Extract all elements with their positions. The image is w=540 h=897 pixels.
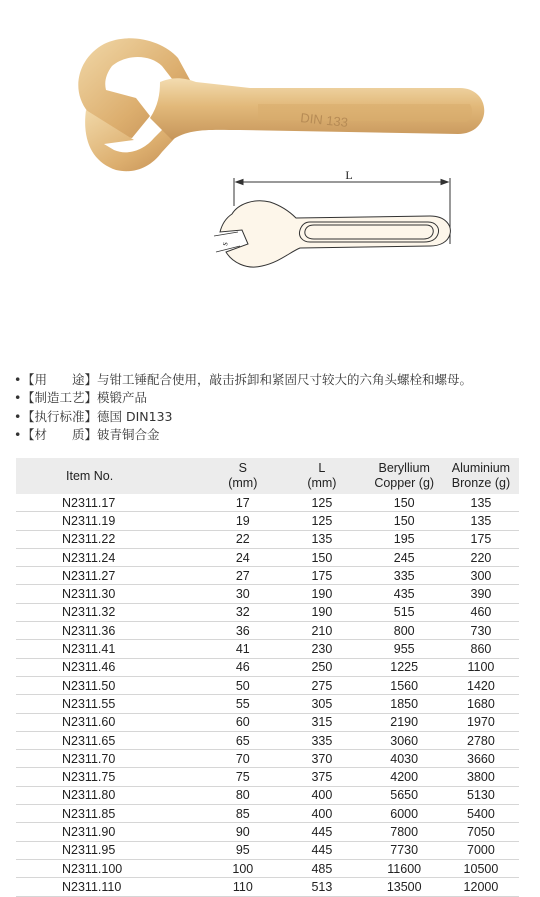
table-cell: N2311.65 [16, 731, 207, 749]
product-illustration [0, 0, 540, 355]
table-cell: 513 [278, 878, 365, 896]
table-cell: N2311.85 [16, 805, 207, 823]
table-cell: 19 [207, 512, 278, 530]
table-cell: 150 [366, 512, 443, 530]
spec-item [14, 426, 472, 444]
spec-key: 【制造工艺】 [22, 390, 98, 406]
table-row [16, 567, 519, 585]
table-row [16, 805, 519, 823]
table-cell: 210 [278, 622, 365, 640]
table-cell: 1560 [366, 676, 443, 694]
table-cell: 46 [207, 658, 278, 676]
table-cell: 305 [278, 695, 365, 713]
table-row [16, 603, 519, 621]
table-cell: N2311.90 [16, 823, 207, 841]
table-cell: 230 [278, 640, 365, 658]
table-cell: N2311.17 [16, 494, 207, 512]
table-cell: 1100 [443, 658, 519, 676]
table-body [16, 494, 519, 896]
table-cell: 1680 [443, 695, 519, 713]
column-header: L (mm) [278, 458, 365, 494]
spec-item [14, 389, 472, 407]
column-header: Beryllium Copper (g) [366, 458, 443, 494]
dimension-label-L: L [345, 168, 353, 182]
table-cell: N2311.60 [16, 713, 207, 731]
table-cell: 110 [207, 878, 278, 896]
table-row [16, 695, 519, 713]
table-cell: 220 [443, 548, 519, 566]
table-cell: 460 [443, 603, 519, 621]
table-row [16, 530, 519, 548]
table-cell: 5400 [443, 805, 519, 823]
table-row [16, 512, 519, 530]
table-cell: 22 [207, 530, 278, 548]
table-cell: N2311.19 [16, 512, 207, 530]
table-cell: 125 [278, 494, 365, 512]
table-cell: 370 [278, 750, 365, 768]
table-cell: 6000 [366, 805, 443, 823]
table-cell: 32 [207, 603, 278, 621]
table-row [16, 841, 519, 859]
table-row [16, 676, 519, 694]
table-cell: 955 [366, 640, 443, 658]
table-cell: 250 [278, 658, 365, 676]
table-cell: N2311.30 [16, 585, 207, 603]
table-cell: 1225 [366, 658, 443, 676]
table-cell: N2311.22 [16, 530, 207, 548]
bullet-icon: • [14, 390, 22, 406]
table-cell: 1850 [366, 695, 443, 713]
table-row [16, 494, 519, 512]
table-cell: 65 [207, 731, 278, 749]
table-cell: 175 [278, 567, 365, 585]
table-cell: 7730 [366, 841, 443, 859]
table-cell: 125 [278, 512, 365, 530]
table-row [16, 658, 519, 676]
table-cell: 485 [278, 859, 365, 877]
table-row [16, 622, 519, 640]
table-row [16, 731, 519, 749]
spec-item [14, 371, 472, 389]
table-cell: N2311.24 [16, 548, 207, 566]
table-cell: 13500 [366, 878, 443, 896]
table-cell: 150 [278, 548, 365, 566]
table-cell: 50 [207, 676, 278, 694]
table-cell: 1970 [443, 713, 519, 731]
table-cell: 12000 [443, 878, 519, 896]
table-cell: 3660 [443, 750, 519, 768]
table-cell: 7000 [443, 841, 519, 859]
technical-drawing [214, 178, 450, 267]
table-row [16, 548, 519, 566]
table-cell: 435 [366, 585, 443, 603]
table-cell: 27 [207, 567, 278, 585]
table-cell: 1420 [443, 676, 519, 694]
table-cell: N2311.110 [16, 878, 207, 896]
table-cell: 300 [443, 567, 519, 585]
spec-list [14, 371, 472, 445]
bullet-icon: • [14, 408, 22, 424]
table-cell: 400 [278, 786, 365, 804]
table-cell: N2311.100 [16, 859, 207, 877]
table-cell: 135 [278, 530, 365, 548]
table-row [16, 878, 519, 896]
table-cell: 7800 [366, 823, 443, 841]
table-cell: 2190 [366, 713, 443, 731]
table-cell: 30 [207, 585, 278, 603]
table-row [16, 768, 519, 786]
table-row [16, 713, 519, 731]
table-cell: 400 [278, 805, 365, 823]
table-cell: 5130 [443, 786, 519, 804]
spec-key: 【材 质】 [22, 427, 98, 443]
table-cell: 75 [207, 768, 278, 786]
bullet-icon: • [14, 427, 22, 443]
table-cell: 95 [207, 841, 278, 859]
table-cell: 10500 [443, 859, 519, 877]
table-row [16, 585, 519, 603]
table-row [16, 640, 519, 658]
table-cell: 515 [366, 603, 443, 621]
table-cell: 445 [278, 841, 365, 859]
table-cell: N2311.50 [16, 676, 207, 694]
wrench-photo [78, 38, 484, 171]
table-cell: 36 [207, 622, 278, 640]
table-cell: 2780 [443, 731, 519, 749]
table-cell: N2311.75 [16, 768, 207, 786]
table-cell: 55 [207, 695, 278, 713]
spec-item [14, 408, 472, 426]
spec-value: 模锻产品 [97, 390, 148, 406]
table-cell: 3060 [366, 731, 443, 749]
table-cell: 17 [207, 494, 278, 512]
table-cell: 335 [366, 567, 443, 585]
table-row [16, 823, 519, 841]
spec-value: 铍青铜合金 [97, 427, 160, 443]
table-row [16, 786, 519, 804]
jaw-size-label: s [219, 241, 230, 247]
spec-value: 与钳工锤配合使用，敲击拆卸和紧固尺寸较大的六角头螺栓和螺母。 [97, 372, 473, 387]
spec-value: 德国 DIN133 [97, 408, 173, 424]
table-cell: N2311.70 [16, 750, 207, 768]
table-cell: 24 [207, 548, 278, 566]
table-cell: 7050 [443, 823, 519, 841]
spec-key: 【用 途】 [22, 372, 98, 387]
spec-table [16, 458, 519, 897]
column-header: Aluminium Bronze (g) [443, 458, 519, 494]
table-cell: 315 [278, 713, 365, 731]
table-cell: 135 [443, 494, 519, 512]
table-cell: 195 [366, 530, 443, 548]
table-cell: 800 [366, 622, 443, 640]
bullet-icon: • [14, 372, 22, 387]
table-cell: 3800 [443, 768, 519, 786]
table-cell: N2311.55 [16, 695, 207, 713]
table-cell: N2311.32 [16, 603, 207, 621]
table-cell: 80 [207, 786, 278, 804]
table-cell: 85 [207, 805, 278, 823]
table-cell: 60 [207, 713, 278, 731]
table-cell: 375 [278, 768, 365, 786]
table-header-row [16, 458, 519, 494]
table-cell: N2311.41 [16, 640, 207, 658]
table-cell: N2311.46 [16, 658, 207, 676]
table-cell: 4030 [366, 750, 443, 768]
table-cell: 150 [366, 494, 443, 512]
column-header: S (mm) [207, 458, 278, 494]
table-cell: 175 [443, 530, 519, 548]
table-cell: N2311.95 [16, 841, 207, 859]
table-cell: N2311.27 [16, 567, 207, 585]
svg-text:DIN 133: DIN 133 [299, 110, 349, 130]
table-cell: 245 [366, 548, 443, 566]
table-cell: 11600 [366, 859, 443, 877]
column-header: Item No. [16, 458, 207, 494]
table-row [16, 750, 519, 768]
table-cell: 70 [207, 750, 278, 768]
table-cell: N2311.36 [16, 622, 207, 640]
table-cell: 275 [278, 676, 365, 694]
table-cell: 190 [278, 585, 365, 603]
table-cell: 390 [443, 585, 519, 603]
table-cell: 41 [207, 640, 278, 658]
spec-key: 【执行标准】 [22, 408, 98, 424]
table-cell: 190 [278, 603, 365, 621]
table-cell: 135 [443, 512, 519, 530]
table-row [16, 859, 519, 877]
table-cell: 4200 [366, 768, 443, 786]
table-cell: 100 [207, 859, 278, 877]
table-cell: N2311.80 [16, 786, 207, 804]
table-cell: 860 [443, 640, 519, 658]
table-cell: 5650 [366, 786, 443, 804]
table-cell: 730 [443, 622, 519, 640]
table-cell: 445 [278, 823, 365, 841]
table-cell: 335 [278, 731, 365, 749]
table-cell: 90 [207, 823, 278, 841]
